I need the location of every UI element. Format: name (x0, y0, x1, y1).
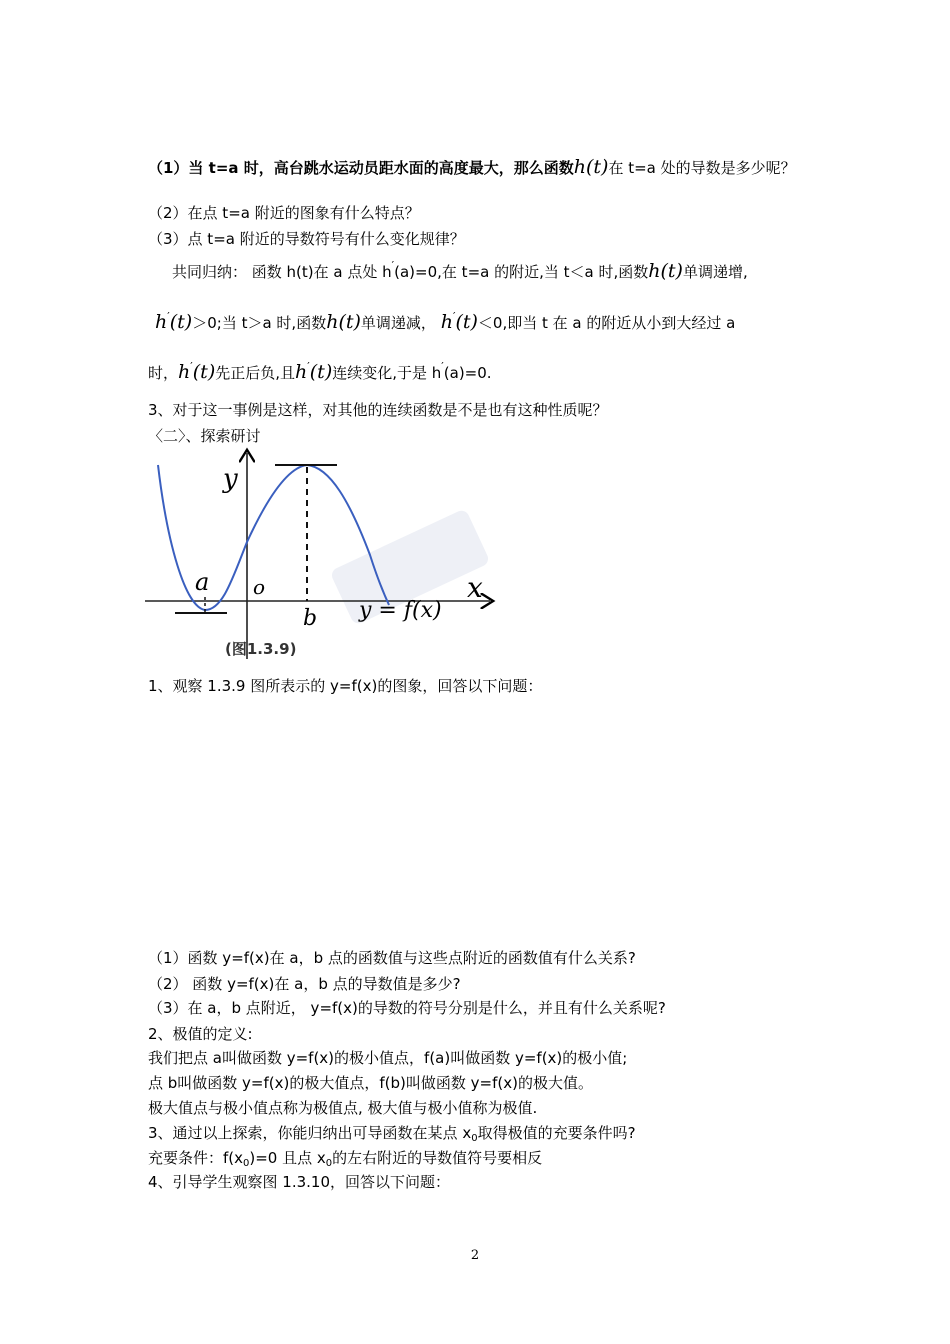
point-b-label: b (303, 606, 318, 631)
item-1: 1、观察 1.3.9 图所表示的 y=f(x)的图象，回答以下问题： (148, 677, 543, 695)
question-p1: （1）函数 y=f(x)在 a，b 点的函数值与这些点附近的函数值有什么关系? (148, 949, 636, 967)
point-a-label: a (195, 568, 210, 596)
summary-line-3: 时，h′(t)先正后负,且h′(t)连续变化,于是 h′(a)=0. (148, 360, 492, 383)
figure-1-3-9 (145, 447, 505, 662)
x-axis-label: x (467, 571, 483, 604)
condition: 充要条件：$f(x_0)=0$ 且点 $x_0$的左右附近的导数值符号要相反 (148, 1149, 543, 1169)
question-1: （1）当 t=a 时，高台跳水运动员距水面的高度最大，那么函数h(t)在 t=a 处的导数是多少呢？ (148, 156, 796, 178)
math-h-t: h(t) (573, 156, 609, 178)
definition-2: 点 b叫做函数 y=f(x)的极大值点，f(b)叫做函数 y=f(x)的极大值。 (148, 1074, 593, 1092)
item-3b: 3、通过以上探索，你能归纳出可导函数在某点 $x_0$取得极值的充要条件吗? (148, 1124, 636, 1144)
math-h-t: h(t) (648, 260, 683, 282)
item-3: 3、对于这一事例是这样，对其他的连续函数是不是也有这种性质呢？ (148, 401, 608, 419)
question-p3: （3）在 a，b 点附近， y=f(x)的导数的符号分别是什么，并且有什么关系呢? (148, 999, 666, 1017)
question-2: （2）在点 t=a 附近的图象有什么特点？ (148, 204, 420, 222)
origin-label: o (253, 575, 266, 599)
section-2-heading: 〈二〉、探索研讨 (148, 427, 261, 445)
page-number: 2 (470, 1248, 480, 1263)
definition-3: 极大值点与极小值点称为极值点, 极大值与极小值称为极值. (148, 1099, 538, 1117)
summary-line-1: 共同归纳： 函数 h(t)在 a 点处 h′(a)=0,在 t=a 的附近,当 t＜a 时,函数h(t)单调递增, (172, 259, 748, 282)
figure-caption: (图1.3.9) (225, 640, 297, 658)
item-4: 4、引导学生观察图 1.3.10，回答以下问题： (148, 1173, 451, 1191)
definition-1: 我们把点 a叫做函数 y=f(x)的极小值点，f(a)叫做函数 y=f(x)的极小值; (148, 1049, 628, 1067)
function-label: y = f(x) (359, 598, 442, 623)
y-axis-label: y (223, 464, 238, 494)
question-3: （3）点 t=a 附近的导数符号有什么变化规律？ (148, 230, 465, 248)
item-2: 2、极值的定义: (148, 1025, 253, 1043)
summary-line-2: h′(t)＞0;当 t＞a 时,函数h(t)单调递减， h′(t)＜0,即当 t 在 a 的附近从小到大经过 a (155, 310, 736, 333)
question-p2: （2） 函数 y=f(x)在 a，b 点的导数值是多少? (148, 975, 461, 993)
